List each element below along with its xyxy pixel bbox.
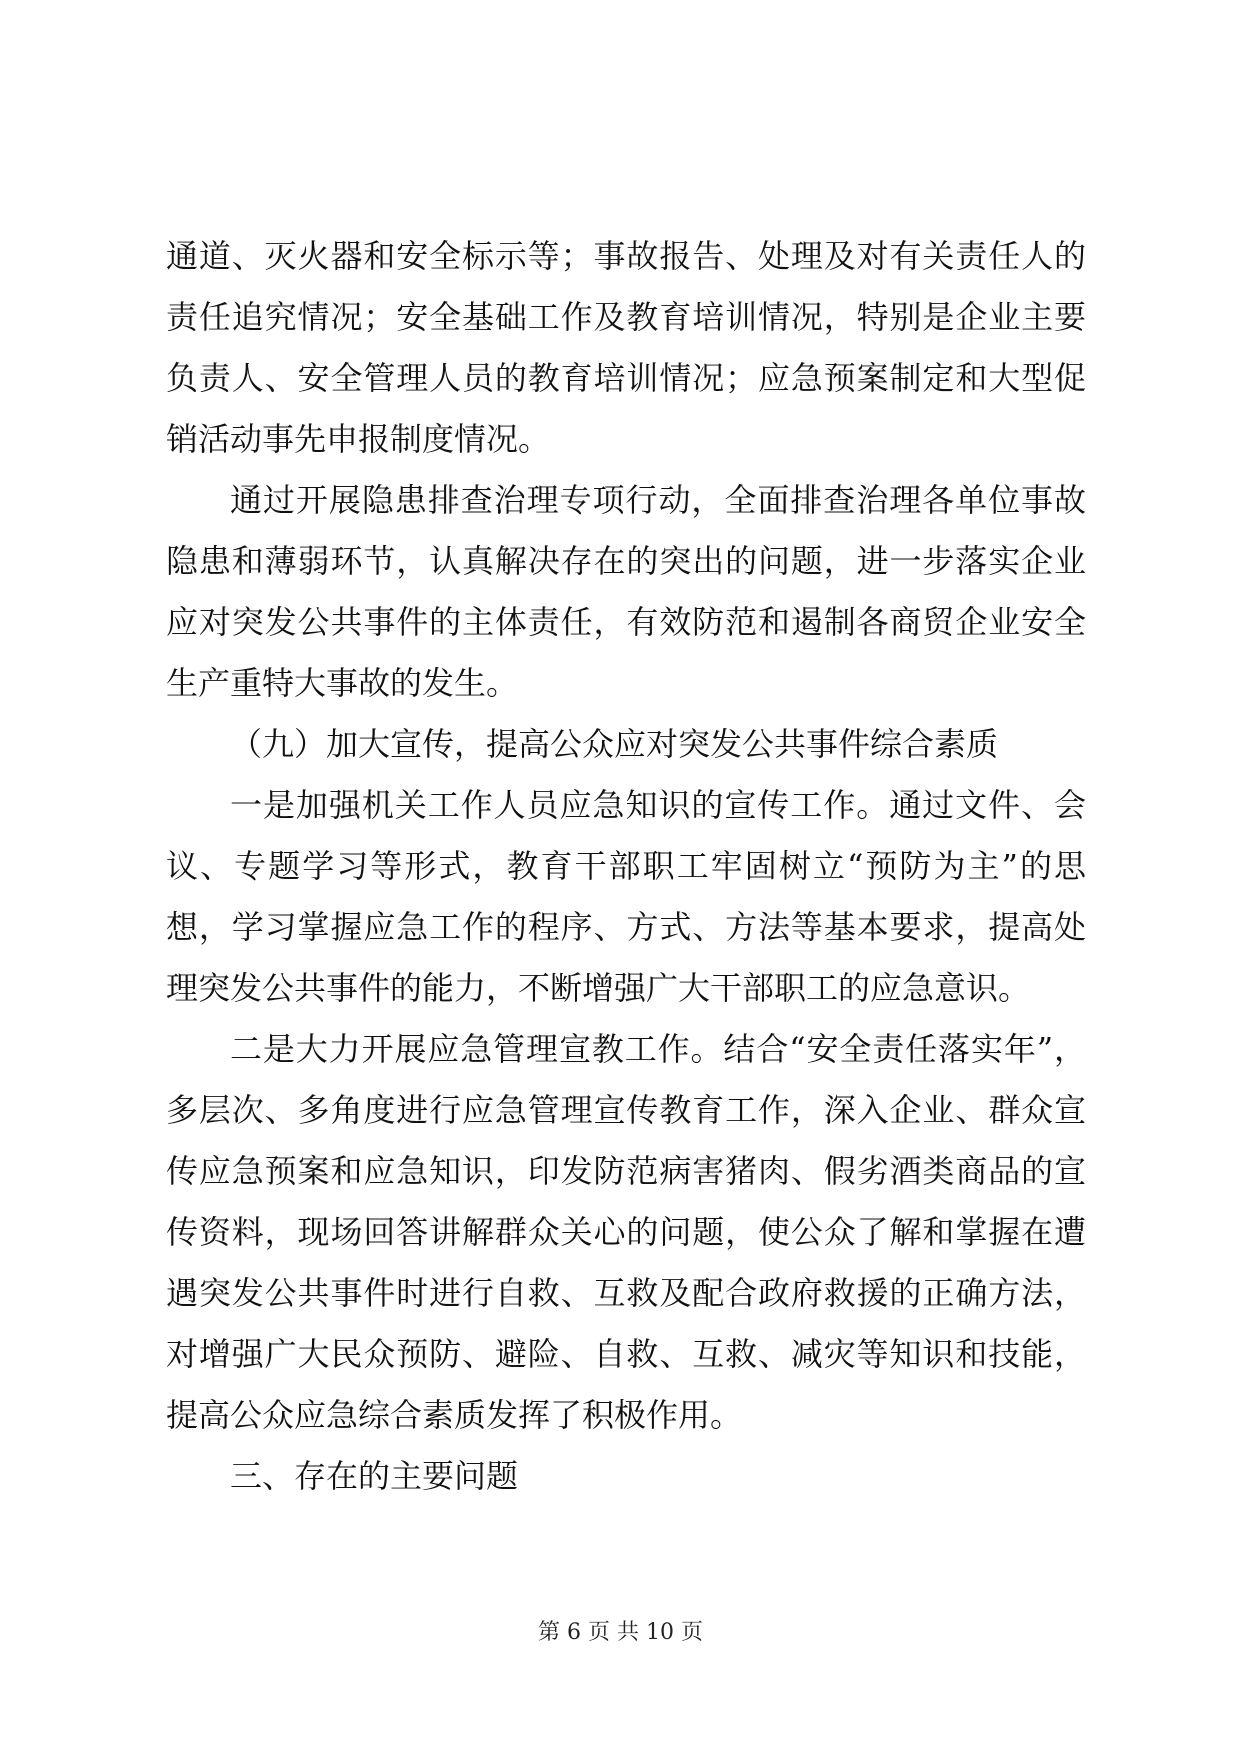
text-line: 想，学习掌握应急工作的程序、方式、方法等基本要求，提高处 — [166, 908, 1086, 946]
text-line: 一是加强机关工作人员应急知识的宣传工作。通过文件、会 — [230, 786, 1086, 824]
text-line: 通过开展隐患排查治理专项行动，全面排查治理各单位事故 — [230, 481, 1086, 519]
text-line: 隐患和薄弱环节，认真解决存在的突出的问题，进一步落实企业 — [166, 542, 1086, 580]
heading-line: （九）加大宣传，提高公众应对突发公共事件综合素质 — [230, 725, 999, 763]
text-line: 议、专题学习等形式，教育干部职工牢固树立“预防为主”的思 — [166, 847, 1086, 885]
page-number-footer: 第 6 页 共 10 页 — [538, 1620, 703, 1645]
text-line: 生产重特大事故的发生。 — [166, 664, 519, 702]
paragraph — [166, 226, 1086, 470]
text-line: 遇突发公共事件时进行自救、互救及配合政府救援的正确方法， — [166, 1274, 1086, 1312]
section-heading — [166, 714, 1086, 775]
paragraph — [166, 1019, 1086, 1446]
section-heading — [166, 1446, 1086, 1507]
document-body — [166, 226, 1086, 1507]
text-line: 应对突发公共事件的主体责任，有效防范和遏制各商贸企业安全 — [166, 603, 1086, 641]
text-line: 对增强广大民众预防、避险、自救、互救、减灾等知识和技能， — [166, 1335, 1086, 1373]
text-line: 责任追究情况；安全基础工作及教育培训情况，特别是企业主要 — [166, 298, 1086, 336]
text-line: 销活动事先申报制度情况。 — [166, 420, 551, 458]
paragraph — [166, 470, 1086, 714]
heading-line: 三、存在的主要问题 — [230, 1457, 519, 1495]
text-line: 传应急预案和应急知识，印发防范病害猪肉、假劣酒类商品的宣 — [166, 1152, 1086, 1190]
text-line: 传资料，现场回答讲解群众关心的问题，使公众了解和掌握在遭 — [166, 1213, 1086, 1251]
text-line: 通道、灭火器和安全标示等；事故报告、处理及对有关责任人的 — [166, 237, 1086, 275]
text-line: 负责人、安全管理人员的教育培训情况；应急预案制定和大型促 — [166, 359, 1086, 397]
paragraph — [166, 775, 1086, 1019]
text-line: 多层次、多角度进行应急管理宣传教育工作，深入企业、群众宣 — [166, 1091, 1086, 1129]
text-line: 理突发公共事件的能力，不断增强广大干部职工的应急意识。 — [166, 969, 1031, 1007]
text-line: 提高公众应急综合素质发挥了积极作用。 — [166, 1396, 743, 1434]
text-line: 二是大力开展应急管理宣教工作。结合“安全责任落实年”， — [230, 1030, 1086, 1068]
